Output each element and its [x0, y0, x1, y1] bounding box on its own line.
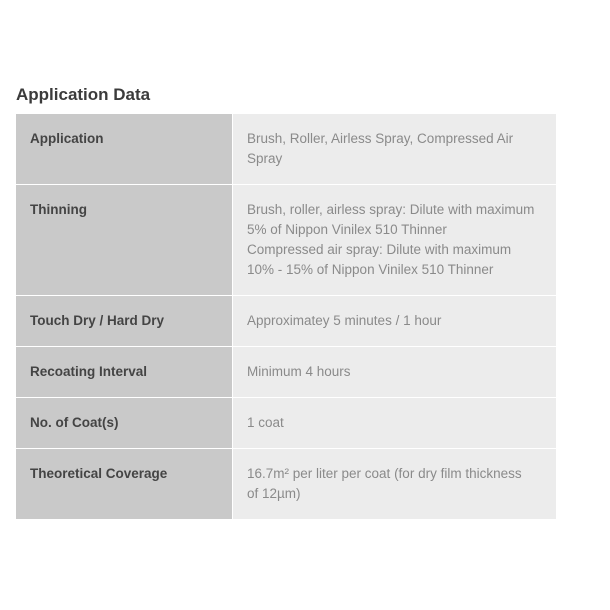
table-row	[16, 185, 556, 296]
row-value	[233, 114, 557, 185]
row-label: Theoretical Coverage	[16, 449, 233, 520]
value-line: Compressed air spray: Dilute with maximum	[247, 242, 512, 257]
row-label: Application	[16, 114, 233, 185]
value-line: 10% - 15% of Nippon Vinilex 510 Thinner	[247, 262, 494, 277]
value-line: Minimum 4 hours	[247, 364, 351, 379]
value-line: Spray	[247, 151, 283, 166]
table-row	[16, 398, 556, 449]
section-title: Application Data	[16, 85, 151, 104]
table-row	[16, 114, 556, 185]
value-line: Brush, roller, airless spray: Dilute with maximum	[247, 202, 535, 217]
table-row	[16, 449, 556, 520]
row-value	[233, 296, 557, 347]
application-data-section	[16, 84, 556, 520]
row-label: Touch Dry / Hard Dry	[16, 296, 233, 347]
row-value	[233, 449, 557, 520]
value-line: 1 coat	[247, 415, 284, 430]
row-value	[233, 398, 557, 449]
row-label: Recoating Interval	[16, 347, 233, 398]
row-value	[233, 347, 557, 398]
table-row	[16, 347, 556, 398]
value-line: Approximatey 5 minutes / 1 hour	[247, 313, 442, 328]
application-data-table	[16, 114, 556, 520]
value-line: of 12µm)	[247, 486, 301, 501]
row-label: No. of Coat(s)	[16, 398, 233, 449]
table-row	[16, 296, 556, 347]
row-value	[233, 185, 557, 296]
value-line: 5% of Nippon Vinilex 510 Thinner	[247, 222, 447, 237]
value-line: 16.7m² per liter per coat (for dry film thickness	[247, 466, 522, 481]
row-label: Thinning	[16, 185, 233, 296]
value-line: Brush, Roller, Airless Spray, Compressed Air	[247, 131, 514, 146]
